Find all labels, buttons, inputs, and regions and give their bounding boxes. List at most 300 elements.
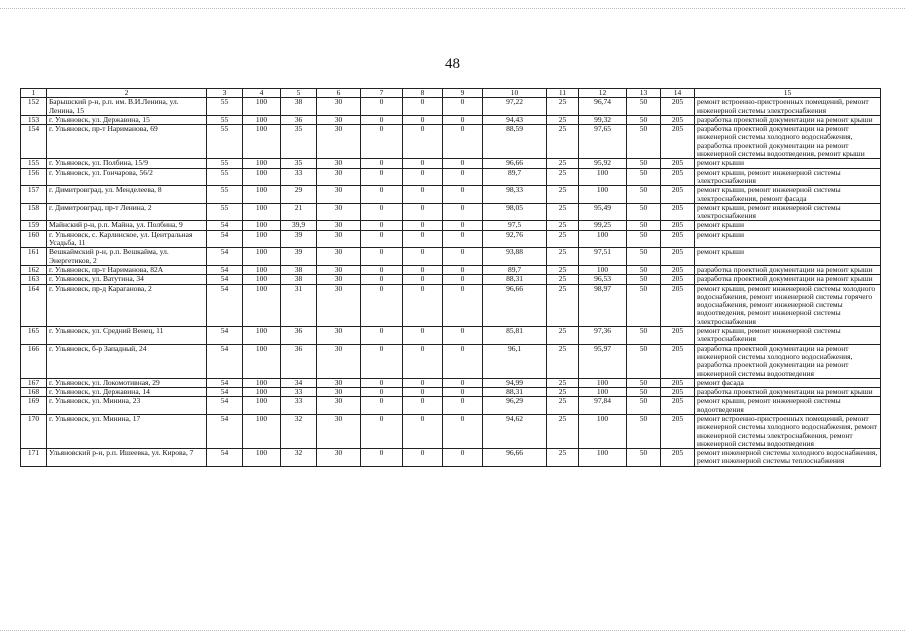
- col-9-cell: 0: [443, 275, 483, 284]
- column-header-8: 8: [403, 89, 443, 98]
- col-7-cell: 0: [361, 414, 403, 448]
- col-4-cell: 100: [243, 125, 281, 159]
- row-number-cell: 159: [21, 221, 47, 230]
- col-6-cell: 30: [317, 284, 361, 326]
- col-10-cell: 97,22: [483, 98, 547, 116]
- col-14-cell: 205: [661, 414, 695, 448]
- col-4-cell: 100: [243, 221, 281, 230]
- col-12-cell: 100: [579, 449, 627, 467]
- col-13-cell: 50: [627, 344, 661, 378]
- table-row: [21, 414, 881, 448]
- row-number-cell: 163: [21, 275, 47, 284]
- table-row: [21, 344, 881, 378]
- col-11-cell: 25: [547, 414, 579, 448]
- col-11-cell: 25: [547, 327, 579, 345]
- col-5-cell: 38: [281, 98, 317, 116]
- col-9-cell: 0: [443, 230, 483, 248]
- work-description-cell: ремонт крыши, ремонт инженерной системы электроснабжения: [695, 327, 881, 345]
- table-row: [21, 98, 881, 116]
- col-10-cell: 93,88: [483, 248, 547, 266]
- col-10-cell: 96,66: [483, 159, 547, 168]
- col-9-cell: 0: [443, 414, 483, 448]
- col-6-cell: 30: [317, 388, 361, 397]
- table-row: [21, 284, 881, 326]
- col-4-cell: 100: [243, 344, 281, 378]
- col-9-cell: 0: [443, 449, 483, 467]
- column-header-2: 2: [47, 89, 207, 98]
- address-cell: г. Ульяновск, пр-т Нариманова, 82А: [47, 265, 207, 274]
- col-12-cell: 100: [579, 378, 627, 387]
- col-9-cell: 0: [443, 168, 483, 186]
- col-14-cell: 205: [661, 265, 695, 274]
- col-13-cell: 50: [627, 186, 661, 204]
- col-9-cell: 0: [443, 115, 483, 124]
- col-6-cell: 30: [317, 378, 361, 387]
- col-3-cell: 54: [207, 397, 243, 415]
- row-number-cell: 157: [21, 186, 47, 204]
- table-row: [21, 221, 881, 230]
- work-description-cell: ремонт крыши, ремонт инженерной системы электроснабжения: [695, 203, 881, 221]
- table-body: [21, 98, 881, 466]
- col-3-cell: 55: [207, 115, 243, 124]
- col-12-cell: 100: [579, 388, 627, 397]
- col-12-cell: 98,97: [579, 284, 627, 326]
- table-row: [21, 159, 881, 168]
- col-10-cell: 94,99: [483, 378, 547, 387]
- row-number-cell: 152: [21, 98, 47, 116]
- address-cell: г. Ульяновск, с. Карлинское, ул. Центральная Усадьба, 11: [47, 230, 207, 248]
- column-header-4: 4: [243, 89, 281, 98]
- work-description-cell: ремонт крыши: [695, 159, 881, 168]
- col-3-cell: 55: [207, 159, 243, 168]
- col-3-cell: 54: [207, 378, 243, 387]
- col-8-cell: 0: [403, 378, 443, 387]
- col-10-cell: 94,43: [483, 115, 547, 124]
- row-number-cell: 168: [21, 388, 47, 397]
- col-8-cell: 0: [403, 98, 443, 116]
- row-number-cell: 166: [21, 344, 47, 378]
- col-13-cell: 50: [627, 265, 661, 274]
- col-13-cell: 50: [627, 98, 661, 116]
- col-9-cell: 0: [443, 284, 483, 326]
- col-13-cell: 50: [627, 414, 661, 448]
- col-7-cell: 0: [361, 449, 403, 467]
- col-10-cell: 89,7: [483, 265, 547, 274]
- col-10-cell: 85,81: [483, 327, 547, 345]
- column-header-10: 10: [483, 89, 547, 98]
- col-10-cell: 98,33: [483, 186, 547, 204]
- col-4-cell: 100: [243, 388, 281, 397]
- col-10-cell: 88,31: [483, 388, 547, 397]
- col-6-cell: 30: [317, 115, 361, 124]
- col-10-cell: 98,05: [483, 203, 547, 221]
- address-cell: г. Ульяновск, ул. Средний Венец, 11: [47, 327, 207, 345]
- col-7-cell: 0: [361, 125, 403, 159]
- col-11-cell: 25: [547, 203, 579, 221]
- row-number-cell: 158: [21, 203, 47, 221]
- address-cell: Майнский р-н, р.п. Майна, ул. Полбина, 9: [47, 221, 207, 230]
- col-5-cell: 33: [281, 388, 317, 397]
- col-4-cell: 100: [243, 230, 281, 248]
- col-8-cell: 0: [403, 284, 443, 326]
- col-9-cell: 0: [443, 125, 483, 159]
- col-4-cell: 100: [243, 378, 281, 387]
- column-header-13: 13: [627, 89, 661, 98]
- work-description-cell: ремонт крыши: [695, 248, 881, 266]
- col-4-cell: 100: [243, 449, 281, 467]
- col-10-cell: 88,31: [483, 275, 547, 284]
- col-5-cell: 31: [281, 284, 317, 326]
- col-3-cell: 55: [207, 203, 243, 221]
- col-3-cell: 54: [207, 275, 243, 284]
- col-11-cell: 25: [547, 284, 579, 326]
- address-cell: г. Ульяновск, ул. Ватутина, 34: [47, 275, 207, 284]
- col-11-cell: 25: [547, 115, 579, 124]
- col-5-cell: 36: [281, 115, 317, 124]
- col-7-cell: 0: [361, 397, 403, 415]
- col-11-cell: 25: [547, 344, 579, 378]
- col-3-cell: 54: [207, 449, 243, 467]
- col-14-cell: 205: [661, 203, 695, 221]
- col-11-cell: 25: [547, 378, 579, 387]
- work-description-cell: ремонт встроенно-пристроенных помещений, ремонт инженерной системы электроснабжения: [695, 98, 881, 116]
- col-4-cell: 100: [243, 98, 281, 116]
- address-cell: г. Ульяновск, б-р Западный, 24: [47, 344, 207, 378]
- col-12-cell: 100: [579, 230, 627, 248]
- col-14-cell: 205: [661, 248, 695, 266]
- col-14-cell: 205: [661, 275, 695, 284]
- col-4-cell: 100: [243, 265, 281, 274]
- col-3-cell: 54: [207, 230, 243, 248]
- col-12-cell: 95,49: [579, 203, 627, 221]
- row-number-cell: 164: [21, 284, 47, 326]
- work-description-cell: ремонт крыши, ремонт инженерной системы водоотведения: [695, 397, 881, 415]
- col-4-cell: 100: [243, 115, 281, 124]
- col-13-cell: 50: [627, 327, 661, 345]
- column-header-9: 9: [443, 89, 483, 98]
- col-7-cell: 0: [361, 275, 403, 284]
- scan-edge-top: [0, 8, 905, 10]
- col-11-cell: 25: [547, 449, 579, 467]
- col-14-cell: 205: [661, 327, 695, 345]
- col-12-cell: 97,84: [579, 397, 627, 415]
- col-13-cell: 50: [627, 115, 661, 124]
- col-8-cell: 0: [403, 414, 443, 448]
- col-14-cell: 205: [661, 98, 695, 116]
- row-number-cell: 160: [21, 230, 47, 248]
- col-10-cell: 96,29: [483, 397, 547, 415]
- col-7-cell: 0: [361, 168, 403, 186]
- col-8-cell: 0: [403, 230, 443, 248]
- col-4-cell: 100: [243, 159, 281, 168]
- address-cell: Ульяновский р-н, р.п. Ишеевка, ул. Кирова, 7: [47, 449, 207, 467]
- col-14-cell: 205: [661, 378, 695, 387]
- col-10-cell: 97,5: [483, 221, 547, 230]
- col-3-cell: 55: [207, 168, 243, 186]
- col-13-cell: 50: [627, 125, 661, 159]
- table-row: [21, 265, 881, 274]
- col-7-cell: 0: [361, 203, 403, 221]
- table-row: [21, 397, 881, 415]
- col-6-cell: 30: [317, 275, 361, 284]
- col-5-cell: 35: [281, 159, 317, 168]
- col-8-cell: 0: [403, 344, 443, 378]
- column-header-12: 12: [579, 89, 627, 98]
- table-row: [21, 203, 881, 221]
- work-description-cell: ремонт инженерной системы холодного водоснабжения, ремонт инженерной системы теплоснабжения: [695, 449, 881, 467]
- col-14-cell: 205: [661, 159, 695, 168]
- col-6-cell: 30: [317, 265, 361, 274]
- col-8-cell: 0: [403, 275, 443, 284]
- repair-table-container: [20, 88, 880, 467]
- col-7-cell: 0: [361, 327, 403, 345]
- row-number-cell: 169: [21, 397, 47, 415]
- col-13-cell: 50: [627, 230, 661, 248]
- col-11-cell: 25: [547, 230, 579, 248]
- col-12-cell: 95,97: [579, 344, 627, 378]
- col-8-cell: 0: [403, 397, 443, 415]
- page-number: 48: [445, 56, 460, 72]
- col-3-cell: 55: [207, 98, 243, 116]
- col-7-cell: 0: [361, 378, 403, 387]
- row-number-cell: 170: [21, 414, 47, 448]
- address-cell: г. Ульяновск, ул. Державина, 15: [47, 115, 207, 124]
- col-6-cell: 30: [317, 414, 361, 448]
- col-8-cell: 0: [403, 265, 443, 274]
- col-8-cell: 0: [403, 203, 443, 221]
- col-4-cell: 100: [243, 168, 281, 186]
- col-12-cell: 100: [579, 414, 627, 448]
- col-5-cell: 38: [281, 265, 317, 274]
- row-number-cell: 167: [21, 378, 47, 387]
- column-header-1: 1: [21, 89, 47, 98]
- col-9-cell: 0: [443, 186, 483, 204]
- col-3-cell: 54: [207, 344, 243, 378]
- row-number-cell: 165: [21, 327, 47, 345]
- col-14-cell: 205: [661, 344, 695, 378]
- work-description-cell: разработка проектной документации на ремонт крыши: [695, 265, 881, 274]
- col-7-cell: 0: [361, 388, 403, 397]
- col-5-cell: 36: [281, 327, 317, 345]
- col-13-cell: 50: [627, 275, 661, 284]
- col-14-cell: 205: [661, 168, 695, 186]
- col-10-cell: 89,7: [483, 168, 547, 186]
- row-number-cell: 162: [21, 265, 47, 274]
- col-14-cell: 205: [661, 397, 695, 415]
- col-9-cell: 0: [443, 248, 483, 266]
- col-13-cell: 50: [627, 284, 661, 326]
- col-5-cell: 39,9: [281, 221, 317, 230]
- table-row: [21, 230, 881, 248]
- col-13-cell: 50: [627, 378, 661, 387]
- col-6-cell: 30: [317, 230, 361, 248]
- col-12-cell: 100: [579, 186, 627, 204]
- col-11-cell: 25: [547, 159, 579, 168]
- col-11-cell: 25: [547, 125, 579, 159]
- work-description-cell: разработка проектной документации на ремонт крыши: [695, 388, 881, 397]
- address-cell: г. Димитровград, пр-т Ленина, 2: [47, 203, 207, 221]
- col-6-cell: 30: [317, 248, 361, 266]
- col-12-cell: 96,53: [579, 275, 627, 284]
- col-4-cell: 100: [243, 275, 281, 284]
- col-7-cell: 0: [361, 186, 403, 204]
- col-8-cell: 0: [403, 327, 443, 345]
- work-description-cell: разработка проектной документации на ремонт крыши: [695, 115, 881, 124]
- col-12-cell: 97,51: [579, 248, 627, 266]
- col-8-cell: 0: [403, 221, 443, 230]
- work-description-cell: ремонт встроенно-пристроенных помещений, ремонт инженерной системы холодного водоснабжения, ремонт инженерной системы электроснабжения, ремонт инженерной системы водоотведения: [695, 414, 881, 448]
- col-9-cell: 0: [443, 203, 483, 221]
- col-5-cell: 33: [281, 168, 317, 186]
- col-6-cell: 30: [317, 203, 361, 221]
- address-cell: г. Ульяновск, ул. Минина, 17: [47, 414, 207, 448]
- col-13-cell: 50: [627, 203, 661, 221]
- address-cell: г. Ульяновск, ул. Минина, 23: [47, 397, 207, 415]
- col-9-cell: 0: [443, 159, 483, 168]
- table-row: [21, 275, 881, 284]
- col-3-cell: 54: [207, 414, 243, 448]
- col-10-cell: 94,62: [483, 414, 547, 448]
- col-12-cell: 99,25: [579, 221, 627, 230]
- table-row: [21, 186, 881, 204]
- col-7-cell: 0: [361, 221, 403, 230]
- work-description-cell: разработка проектной документации на ремонт инженерной системы холодного водоснабжения, разработка проектной документации на ремонт инженерной системы водоотведения: [695, 344, 881, 378]
- row-number-cell: 156: [21, 168, 47, 186]
- col-7-cell: 0: [361, 248, 403, 266]
- column-header-6: 6: [317, 89, 361, 98]
- col-11-cell: 25: [547, 221, 579, 230]
- col-9-cell: 0: [443, 388, 483, 397]
- work-description-cell: ремонт крыши, ремонт инженерной системы электроснабжения: [695, 168, 881, 186]
- address-cell: Барышский р-н, р.п. им. В.И.Ленина, ул. Ленина, 15: [47, 98, 207, 116]
- table-row: [21, 115, 881, 124]
- row-number-cell: 171: [21, 449, 47, 467]
- col-8-cell: 0: [403, 168, 443, 186]
- col-13-cell: 50: [627, 168, 661, 186]
- col-9-cell: 0: [443, 397, 483, 415]
- col-9-cell: 0: [443, 378, 483, 387]
- col-14-cell: 205: [661, 284, 695, 326]
- col-7-cell: 0: [361, 284, 403, 326]
- col-12-cell: 96,74: [579, 98, 627, 116]
- col-12-cell: 100: [579, 168, 627, 186]
- col-4-cell: 100: [243, 203, 281, 221]
- col-6-cell: 30: [317, 327, 361, 345]
- table-row: [21, 248, 881, 266]
- repair-table: [20, 88, 881, 467]
- col-8-cell: 0: [403, 159, 443, 168]
- address-cell: г. Ульяновск, ул. Локомотивная, 29: [47, 378, 207, 387]
- address-cell: г. Ульяновск, пр-д Караганова, 2: [47, 284, 207, 326]
- work-description-cell: ремонт крыши: [695, 221, 881, 230]
- col-3-cell: 54: [207, 284, 243, 326]
- column-header-11: 11: [547, 89, 579, 98]
- col-10-cell: 92,76: [483, 230, 547, 248]
- col-5-cell: 33: [281, 397, 317, 415]
- col-5-cell: 32: [281, 414, 317, 448]
- col-14-cell: 205: [661, 115, 695, 124]
- table-row: [21, 168, 881, 186]
- col-11-cell: 25: [547, 186, 579, 204]
- col-5-cell: 35: [281, 125, 317, 159]
- col-8-cell: 0: [403, 388, 443, 397]
- col-8-cell: 0: [403, 248, 443, 266]
- col-9-cell: 0: [443, 265, 483, 274]
- col-13-cell: 50: [627, 397, 661, 415]
- table-row: [21, 125, 881, 159]
- column-header-14: 14: [661, 89, 695, 98]
- col-4-cell: 100: [243, 397, 281, 415]
- table-row: [21, 378, 881, 387]
- col-9-cell: 0: [443, 344, 483, 378]
- col-9-cell: 0: [443, 327, 483, 345]
- col-6-cell: 30: [317, 221, 361, 230]
- col-14-cell: 205: [661, 388, 695, 397]
- col-4-cell: 100: [243, 248, 281, 266]
- col-11-cell: 25: [547, 275, 579, 284]
- col-11-cell: 25: [547, 388, 579, 397]
- col-12-cell: 99,32: [579, 115, 627, 124]
- col-3-cell: 55: [207, 125, 243, 159]
- address-cell: Вешкаймский р-н, р.п. Вешкайма, ул. Энергетиков, 2: [47, 248, 207, 266]
- col-7-cell: 0: [361, 344, 403, 378]
- col-8-cell: 0: [403, 125, 443, 159]
- scan-edge-bottom: [0, 630, 905, 632]
- col-14-cell: 205: [661, 221, 695, 230]
- col-11-cell: 25: [547, 265, 579, 274]
- col-5-cell: 32: [281, 449, 317, 467]
- work-description-cell: ремонт фасада: [695, 378, 881, 387]
- row-number-cell: 161: [21, 248, 47, 266]
- col-3-cell: 54: [207, 248, 243, 266]
- row-number-cell: 153: [21, 115, 47, 124]
- col-14-cell: 205: [661, 449, 695, 467]
- col-6-cell: 30: [317, 186, 361, 204]
- col-13-cell: 50: [627, 159, 661, 168]
- col-8-cell: 0: [403, 186, 443, 204]
- col-4-cell: 100: [243, 414, 281, 448]
- col-12-cell: 100: [579, 265, 627, 274]
- col-3-cell: 54: [207, 388, 243, 397]
- col-7-cell: 0: [361, 98, 403, 116]
- column-header-7: 7: [361, 89, 403, 98]
- col-5-cell: 36: [281, 344, 317, 378]
- col-10-cell: 96,66: [483, 449, 547, 467]
- col-14-cell: 205: [661, 125, 695, 159]
- header-row: [21, 89, 881, 98]
- col-6-cell: 30: [317, 449, 361, 467]
- col-5-cell: 29: [281, 186, 317, 204]
- col-6-cell: 30: [317, 397, 361, 415]
- col-3-cell: 54: [207, 265, 243, 274]
- col-14-cell: 205: [661, 230, 695, 248]
- col-3-cell: 54: [207, 221, 243, 230]
- col-11-cell: 25: [547, 168, 579, 186]
- row-number-cell: 155: [21, 159, 47, 168]
- col-5-cell: 38: [281, 275, 317, 284]
- col-13-cell: 50: [627, 449, 661, 467]
- address-cell: г. Ульяновск, ул. Полбина, 15/9: [47, 159, 207, 168]
- column-header-5: 5: [281, 89, 317, 98]
- col-11-cell: 25: [547, 98, 579, 116]
- work-description-cell: ремонт крыши, ремонт инженерной системы холодного водоснабжения, ремонт инженерной системы горячего водоснабжения, ремонт инженерной системы водоотведения, ремонт инженерной системы электроснабжения: [695, 284, 881, 326]
- col-7-cell: 0: [361, 115, 403, 124]
- work-description-cell: разработка проектной документации на ремонт инженерной системы холодного водоснабжения, разработка проектной документации на ремонт инженерной системы водоотведения, ремонт крыши: [695, 125, 881, 159]
- col-10-cell: 88,59: [483, 125, 547, 159]
- col-4-cell: 100: [243, 284, 281, 326]
- table-row: [21, 327, 881, 345]
- col-3-cell: 55: [207, 186, 243, 204]
